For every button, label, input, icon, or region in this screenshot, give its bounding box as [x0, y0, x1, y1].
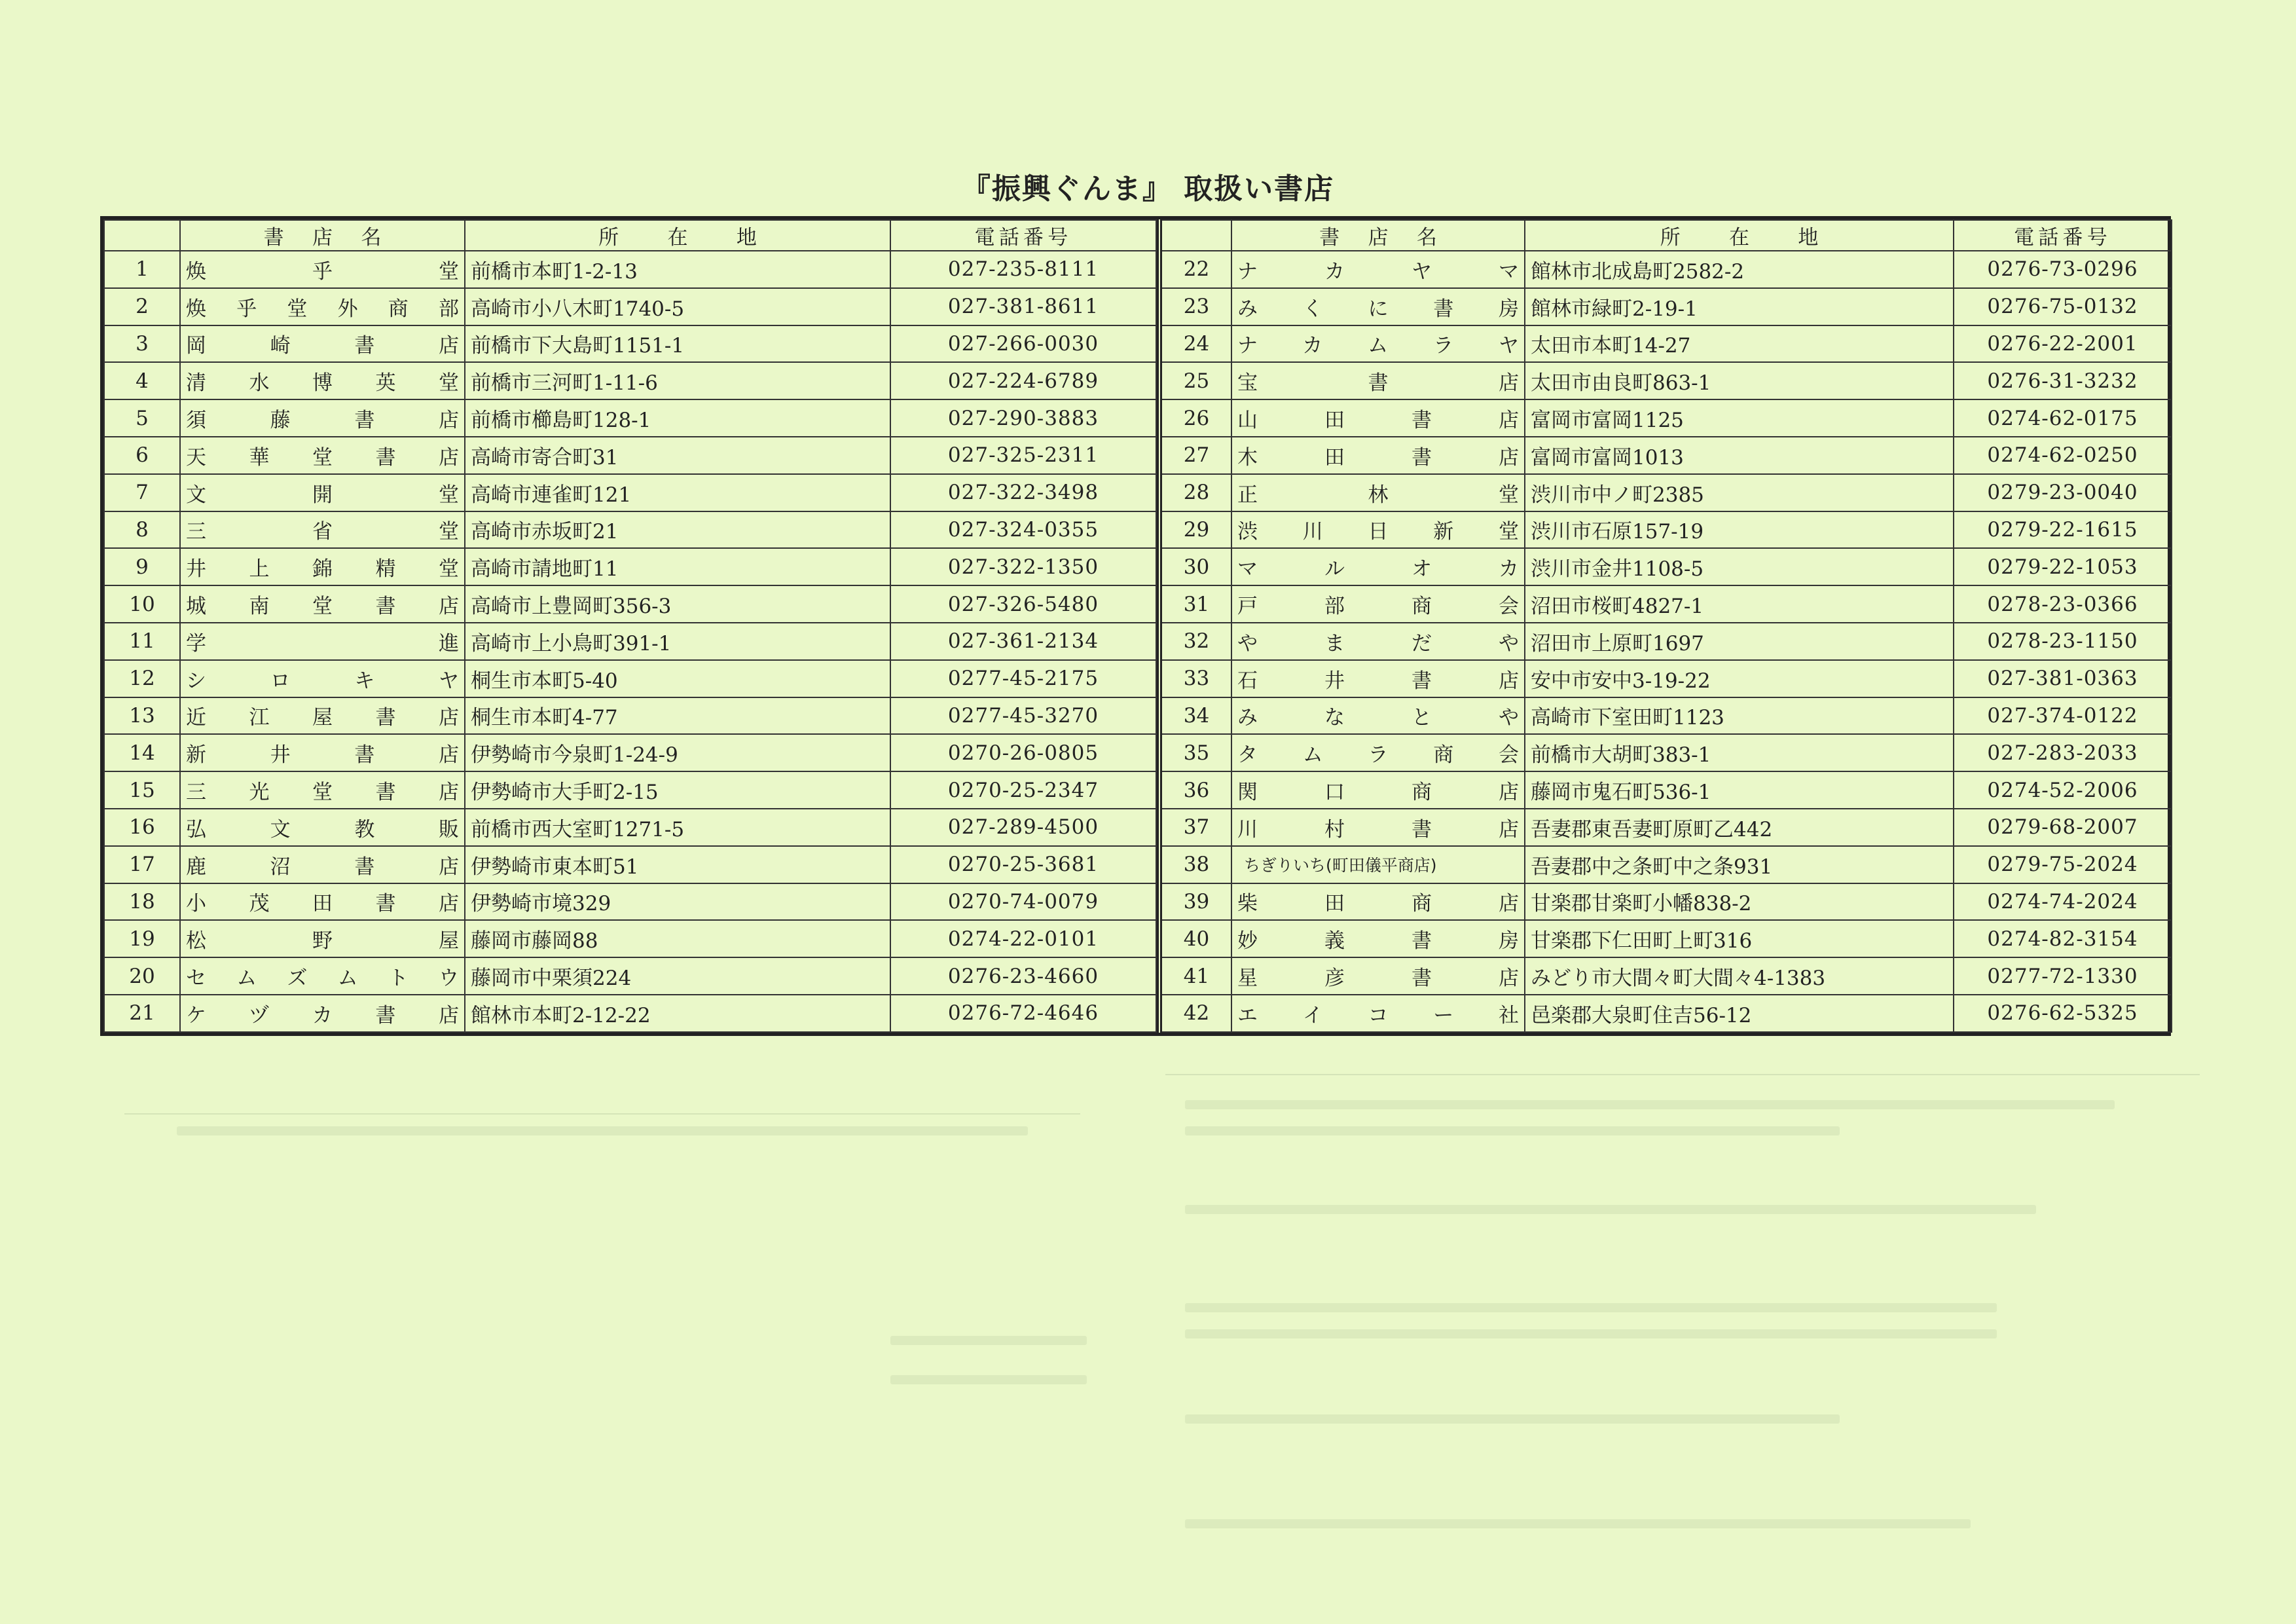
store-name: 柴 田 商 店	[1231, 883, 1525, 921]
header-phone: 電話番号	[1954, 220, 2172, 251]
header-store-name: 書店名	[1231, 220, 1525, 251]
table-row	[104, 437, 1156, 474]
row-number: 22	[1159, 251, 1231, 288]
store-name: エ イ コ ー 社	[1231, 995, 1525, 1032]
store-address: 太田市本町14-27	[1525, 325, 1954, 363]
store-phone: 027-374-0122	[1954, 697, 2172, 735]
show-through-text	[890, 1375, 1087, 1384]
store-address: 伊勢崎市境329	[465, 883, 890, 921]
store-name: マ ル オ カ	[1231, 548, 1525, 585]
table-row	[104, 548, 1156, 585]
store-address: 渋川市金井1108-5	[1525, 548, 1954, 585]
store-phone: 0276-31-3232	[1954, 362, 2172, 399]
store-phone: 0276-62-5325	[1954, 995, 2172, 1032]
store-name: や ま だ や	[1231, 623, 1525, 660]
store-address: 桐生市本町5-40	[465, 660, 890, 697]
store-address: 高崎市小八木町1740-5	[465, 288, 890, 325]
store-address: 前橋市大胡町383-1	[1525, 734, 1954, 771]
store-address: 高崎市上豊岡町356-3	[465, 585, 890, 623]
store-phone: 0274-62-0175	[1954, 399, 2172, 437]
table-row	[104, 623, 1156, 660]
row-number: 10	[104, 585, 180, 623]
store-phone: 0274-74-2024	[1954, 883, 2172, 921]
store-address: 甘楽郡下仁田町上町316	[1525, 920, 1954, 957]
store-name: 三 省 堂	[180, 511, 465, 549]
store-name: 宝 書 店	[1231, 362, 1525, 399]
table-row	[104, 846, 1156, 883]
show-through-text	[1185, 1100, 2115, 1109]
store-phone: 0276-23-4660	[890, 957, 1156, 995]
table-row	[1159, 809, 2172, 846]
store-phone: 027-289-4500	[890, 809, 1156, 846]
table-row	[104, 362, 1156, 399]
store-name: みくに書房	[1231, 288, 1525, 325]
store-name: 鹿 沼 書 店	[180, 846, 465, 883]
store-name: 弘 文 教 販	[180, 809, 465, 846]
store-phone: 027-290-3883	[890, 399, 1156, 437]
store-address: 前橋市三河町1-11-6	[465, 362, 890, 399]
store-address: 甘楽郡甘楽町小幡838-2	[1525, 883, 1954, 921]
store-address: 館林市緑町2-19-1	[1525, 288, 1954, 325]
store-address: 渋川市石原157-19	[1525, 511, 1954, 549]
store-address: 高崎市連雀町121	[465, 474, 890, 511]
store-name: 三光堂書店	[180, 771, 465, 809]
store-phone: 0270-25-3681	[890, 846, 1156, 883]
table-row	[104, 920, 1156, 957]
row-number: 24	[1159, 325, 1231, 363]
store-name: ナ カ ヤ マ	[1231, 251, 1525, 288]
store-phone: 0276-72-4646	[890, 995, 1156, 1032]
store-phone: 0276-75-0132	[1954, 288, 2172, 325]
store-name: 石 井 書 店	[1231, 660, 1525, 697]
store-address: 前橋市西大室町1271-5	[465, 809, 890, 846]
table-row	[104, 957, 1156, 995]
row-number: 5	[104, 399, 180, 437]
table-row	[1159, 995, 2172, 1032]
store-name: ケヅカ書店	[180, 995, 465, 1032]
header-no	[104, 220, 180, 251]
store-address: 館林市北成島町2582-2	[1525, 251, 1954, 288]
store-address: 前橋市⁠櫛島町128-1	[465, 399, 890, 437]
store-address: 桐生市本町4-77	[465, 697, 890, 735]
store-phone: 027-324-0355	[890, 511, 1156, 549]
store-address: 高崎市赤坂町21	[465, 511, 890, 549]
table-row	[1159, 846, 2172, 883]
table-row	[104, 771, 1156, 809]
store-phone: 027-283-2033	[1954, 734, 2172, 771]
row-number: 33	[1159, 660, 1231, 697]
row-number: 15	[104, 771, 180, 809]
store-phone: 027-381-0363	[1954, 660, 2172, 697]
row-number: 6	[104, 437, 180, 474]
store-phone: 0274-62-0250	[1954, 437, 2172, 474]
store-address: 藤岡市中栗須224	[465, 957, 890, 995]
table-row	[104, 660, 1156, 697]
store-address: 高崎市下室田町1123	[1525, 697, 1954, 735]
table-row	[1159, 697, 2172, 735]
table-row	[1159, 474, 2172, 511]
row-number: 37	[1159, 809, 1231, 846]
show-through-text	[1185, 1126, 1840, 1135]
store-address: 富岡市富岡1013	[1525, 437, 1954, 474]
store-address: 藤岡市鬼石町536-1	[1525, 771, 1954, 809]
store-name: 小茂田書店	[180, 883, 465, 921]
store-address: 伊勢崎市今泉町1-24-9	[465, 734, 890, 771]
store-address: 前橋市本町1-2-13	[465, 251, 890, 288]
row-number: 2	[104, 288, 180, 325]
table-row	[1159, 623, 2172, 660]
store-phone: 027-361-2134	[890, 623, 1156, 660]
row-number: 38	[1159, 846, 1231, 883]
row-number: 21	[104, 995, 180, 1032]
row-number: 3	[104, 325, 180, 363]
store-address: 伊勢崎市東本町51	[465, 846, 890, 883]
header-address: 所在地	[465, 220, 890, 251]
store-address: みどり市大間々町大間々4-1383	[1525, 957, 1954, 995]
store-name: 関 口 商 店	[1231, 771, 1525, 809]
store-phone: 0274-22-0101	[890, 920, 1156, 957]
row-number: 36	[1159, 771, 1231, 809]
table-row	[104, 325, 1156, 363]
store-phone: 0270-74-0079	[890, 883, 1156, 921]
store-name: 渋川日新堂	[1231, 511, 1525, 549]
store-address: 高崎市請地町11	[465, 548, 890, 585]
row-number: 34	[1159, 697, 1231, 735]
row-number: 9	[104, 548, 180, 585]
store-phone: 027-322-3498	[890, 474, 1156, 511]
store-name: み な と や	[1231, 697, 1525, 735]
store-name: 天華堂書店	[180, 437, 465, 474]
row-number: 8	[104, 511, 180, 549]
store-name: ちぎりいち(町田儀平商店)	[1231, 846, 1525, 883]
store-name: セムズムトウ	[180, 957, 465, 995]
row-number: 1	[104, 251, 180, 288]
store-name: シ ロ キ ヤ	[180, 660, 465, 697]
store-name: 城南堂書店	[180, 585, 465, 623]
store-name: 焕乎堂外商部	[180, 288, 465, 325]
header-row	[104, 220, 1156, 251]
table-row	[1159, 548, 2172, 585]
store-name: 須 藤 書 店	[180, 399, 465, 437]
store-phone: 027-322-1350	[890, 548, 1156, 585]
table-row	[1159, 511, 2172, 549]
table-row	[1159, 734, 2172, 771]
store-address: 伊勢崎市大手町2-15	[465, 771, 890, 809]
table-row	[1159, 920, 2172, 957]
row-number: 17	[104, 846, 180, 883]
show-through-text	[1185, 1414, 1840, 1424]
row-number: 19	[104, 920, 180, 957]
table-row	[104, 474, 1156, 511]
store-phone: 0270-26-0805	[890, 734, 1156, 771]
store-phone: 027-266-0030	[890, 325, 1156, 363]
store-phone: 0274-82-3154	[1954, 920, 2172, 957]
row-number: 14	[104, 734, 180, 771]
store-name: 木 田 書 店	[1231, 437, 1525, 474]
store-phone: 0277-72-1330	[1954, 957, 2172, 995]
row-number: 11	[104, 623, 180, 660]
header-phone: 電話番号	[890, 220, 1156, 251]
row-number: 39	[1159, 883, 1231, 921]
store-address: 吾妻郡東吾妻町原町乙442	[1525, 809, 1954, 846]
store-name: 松 野 屋	[180, 920, 465, 957]
table-row	[104, 809, 1156, 846]
table-row	[104, 288, 1156, 325]
table-row	[1159, 251, 2172, 288]
row-number: 28	[1159, 474, 1231, 511]
document-title: 『振興ぐんま』 取扱い書店	[961, 172, 1335, 206]
bookstore-table-right	[1157, 219, 2172, 1033]
store-address: 太田市由良町863-1	[1525, 362, 1954, 399]
table-row	[1159, 883, 2172, 921]
store-name: 岡 崎 書 店	[180, 325, 465, 363]
store-name: ナカムラヤ	[1231, 325, 1525, 363]
store-name: 近江屋書店	[180, 697, 465, 735]
store-name: 山 田 書 店	[1231, 399, 1525, 437]
table-row	[1159, 399, 2172, 437]
store-address: 高崎市上小鳥町391-1	[465, 623, 890, 660]
store-phone: 0274-52-2006	[1954, 771, 2172, 809]
store-phone: 0279-68-2007	[1954, 809, 2172, 846]
row-number: 32	[1159, 623, 1231, 660]
show-through-text	[1185, 1303, 1997, 1312]
table-row	[104, 251, 1156, 288]
table-row	[104, 399, 1156, 437]
row-number: 30	[1159, 548, 1231, 585]
store-phone: 027-325-2311	[890, 437, 1156, 474]
row-number: 13	[104, 697, 180, 735]
table-row	[1159, 660, 2172, 697]
row-number: 12	[104, 660, 180, 697]
store-phone: 027-224-6789	[890, 362, 1156, 399]
store-address: 邑楽郡大泉町住吉56-12	[1525, 995, 1954, 1032]
row-number: 25	[1159, 362, 1231, 399]
header-address: 所在地	[1525, 220, 1954, 251]
store-address: 吾妻郡中之条町中之条931	[1525, 846, 1954, 883]
store-address: 前橋市下大島町1151-1	[465, 325, 890, 363]
row-number: 16	[104, 809, 180, 846]
row-number: 4	[104, 362, 180, 399]
store-address: 高崎市寄合町31	[465, 437, 890, 474]
header-no	[1159, 220, 1231, 251]
row-number: 40	[1159, 920, 1231, 957]
table-row	[1159, 325, 2172, 363]
store-name: タ ム ラ 商 会	[1231, 734, 1525, 771]
store-phone: 027-235-8111	[890, 251, 1156, 288]
table-row	[104, 734, 1156, 771]
show-through-text	[1185, 1519, 1971, 1528]
header-row	[1159, 220, 2172, 251]
show-through-text	[1185, 1329, 1997, 1338]
store-phone: 0276-73-0296	[1954, 251, 2172, 288]
table-row	[104, 883, 1156, 921]
store-phone: 0279-75-2024	[1954, 846, 2172, 883]
store-phone: 027-381-8611	[890, 288, 1156, 325]
store-phone: 0279-22-1053	[1954, 548, 2172, 585]
store-phone: 0279-23-0040	[1954, 474, 2172, 511]
table-row	[1159, 771, 2172, 809]
store-phone: 0279-22-1615	[1954, 511, 2172, 549]
store-address: 渋川市中ノ町2385	[1525, 474, 1954, 511]
row-number: 20	[104, 957, 180, 995]
store-name: 清水博英堂	[180, 362, 465, 399]
store-address: 館林市本町2-12-22	[465, 995, 890, 1032]
store-address: 沼田市上原町1697	[1525, 623, 1954, 660]
store-name: 井上錦精堂	[180, 548, 465, 585]
store-name: 戸 部 商 会	[1231, 585, 1525, 623]
store-name: 学 進	[180, 623, 465, 660]
row-number: 18	[104, 883, 180, 921]
store-phone: 0270-25-2347	[890, 771, 1156, 809]
table-row	[1159, 437, 2172, 474]
store-phone: 0278-23-1150	[1954, 623, 2172, 660]
store-phone: 0276-22-2001	[1954, 325, 2172, 363]
store-name: 川 村 書 店	[1231, 809, 1525, 846]
store-address: 沼田市桜町4827-1	[1525, 585, 1954, 623]
store-phone: 0278-23-0366	[1954, 585, 2172, 623]
bookstore-table-left	[103, 219, 1157, 1033]
row-number: 31	[1159, 585, 1231, 623]
store-name: 妙 義 書 房	[1231, 920, 1525, 957]
row-number: 23	[1159, 288, 1231, 325]
store-phone: 027-326-5480	[890, 585, 1156, 623]
table-row	[104, 585, 1156, 623]
store-name: 正 林 堂	[1231, 474, 1525, 511]
show-through-line	[1165, 1074, 2200, 1075]
show-through-line	[124, 1113, 1080, 1115]
row-number: 7	[104, 474, 180, 511]
bookstore-table	[100, 216, 2171, 1036]
table-row	[1159, 288, 2172, 325]
store-phone: 0277-45-3270	[890, 697, 1156, 735]
store-address: 富岡市富岡1125	[1525, 399, 1954, 437]
store-name: 文 開 堂	[180, 474, 465, 511]
store-name: 焕 乎 堂	[180, 251, 465, 288]
store-address: 安中市安中3-19-22	[1525, 660, 1954, 697]
store-phone: 0277-45-2175	[890, 660, 1156, 697]
table-row	[104, 995, 1156, 1032]
header-store-name: 書店名	[180, 220, 465, 251]
row-number: 42	[1159, 995, 1231, 1032]
row-number: 41	[1159, 957, 1231, 995]
store-name: 新 井 書 店	[180, 734, 465, 771]
show-through-text	[1185, 1205, 2036, 1214]
table-row	[1159, 585, 2172, 623]
bookstore-rows-right	[1159, 251, 2172, 1032]
store-address: 藤岡市藤岡88	[465, 920, 890, 957]
row-number: 35	[1159, 734, 1231, 771]
row-number: 26	[1159, 399, 1231, 437]
table-row	[104, 697, 1156, 735]
show-through-text	[177, 1126, 1028, 1135]
row-number: 29	[1159, 511, 1231, 549]
table-row	[104, 511, 1156, 549]
show-through-text	[890, 1336, 1087, 1345]
table-row	[1159, 957, 2172, 995]
row-number: 27	[1159, 437, 1231, 474]
bookstore-rows-left	[104, 251, 1156, 1032]
table-row	[1159, 362, 2172, 399]
store-name: 星 彦 書 店	[1231, 957, 1525, 995]
